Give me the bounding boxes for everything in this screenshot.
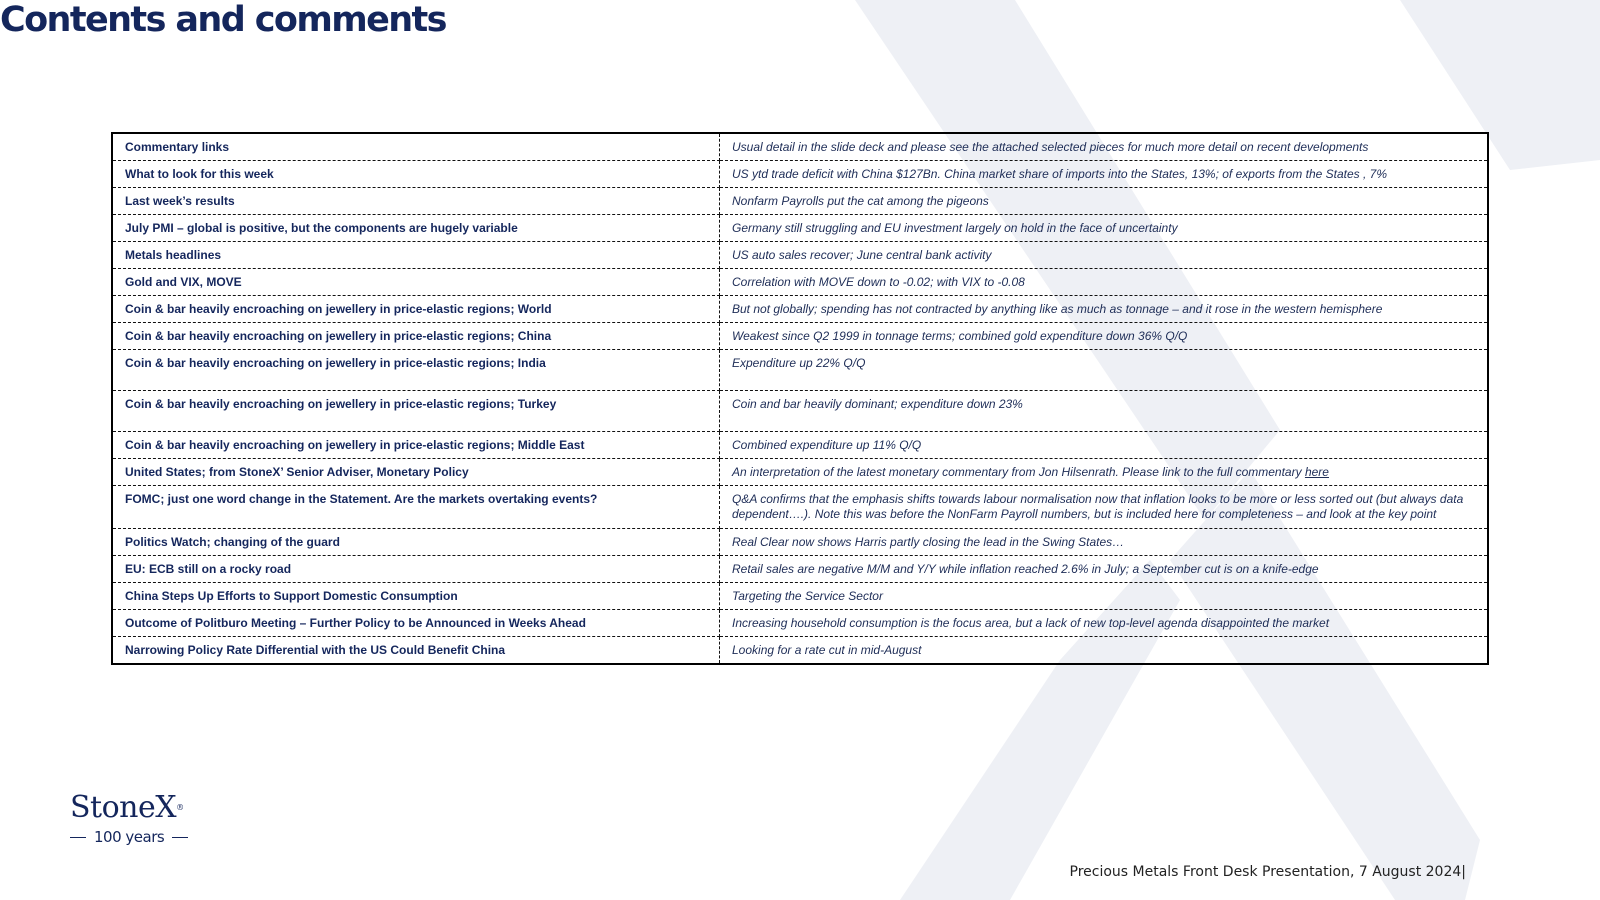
topic-cell: Last week’s results bbox=[112, 188, 720, 215]
table-row bbox=[112, 161, 1488, 188]
comment-cell bbox=[720, 161, 1489, 188]
comment-cell bbox=[720, 459, 1489, 486]
comment-text: Usual detail in the slide deck and please see the attached selected pieces for much more detail on recent developments bbox=[732, 140, 1369, 154]
comment-text: Nonfarm Payrolls put the cat among the pigeons bbox=[732, 194, 989, 208]
table-row bbox=[112, 269, 1488, 296]
topic-cell: What to look for this week bbox=[112, 161, 720, 188]
footer-text: Precious Metals Front Desk Presentation, 7 August 2024| bbox=[1069, 864, 1466, 880]
table-row bbox=[112, 391, 1488, 432]
comment-text: Retail sales are negative M/M and Y/Y while inflation reached 2.6% in July; a September cut is on a knife-edge bbox=[732, 562, 1319, 576]
table-row bbox=[112, 529, 1488, 556]
comment-text: Correlation with MOVE down to -0.02; with VIX to -0.08 bbox=[732, 275, 1025, 289]
comment-text: Combined expenditure up 11% Q/Q bbox=[732, 438, 922, 452]
table-row bbox=[112, 610, 1488, 637]
table-row bbox=[112, 637, 1488, 665]
topic-cell: July PMI – global is positive, but the components are hugely variable bbox=[112, 215, 720, 242]
table-row bbox=[112, 459, 1488, 486]
comment-cell bbox=[720, 269, 1489, 296]
comment-cell bbox=[720, 133, 1489, 161]
table-row bbox=[112, 556, 1488, 583]
comment-text: But not globally; spending has not contracted by anything like as much as tonnage – and it rose in the western hemisphere bbox=[732, 302, 1383, 316]
table-row bbox=[112, 215, 1488, 242]
logo-wordmark: StoneX® bbox=[70, 790, 184, 825]
comment-text: An interpretation of the latest monetary commentary from Jon Hilsenrath. Please link to the full commentary bbox=[732, 465, 1305, 479]
table-row bbox=[112, 583, 1488, 610]
topic-cell: Coin & bar heavily encroaching on jewellery in price-elastic regions; World bbox=[112, 296, 720, 323]
topic-cell: United States; from StoneX’ Senior Adviser, Monetary Policy bbox=[112, 459, 720, 486]
comment-cell bbox=[720, 486, 1489, 529]
topic-cell: Outcome of Politburo Meeting – Further Policy to be Announced in Weeks Ahead bbox=[112, 610, 720, 637]
comment-cell bbox=[720, 296, 1489, 323]
table-row bbox=[112, 188, 1488, 215]
contents-table bbox=[111, 132, 1489, 665]
comment-text: Coin and bar heavily dominant; expenditure down 23% bbox=[732, 397, 1023, 411]
commentary-link[interactable]: here bbox=[1304, 465, 1329, 479]
table-row bbox=[112, 242, 1488, 269]
comment-text: Germany still struggling and EU investment largely on hold in the face of uncertainty bbox=[732, 221, 1178, 235]
page-title: Contents and comments bbox=[0, 0, 446, 40]
table-row bbox=[112, 486, 1488, 529]
topic-cell: FOMC; just one word change in the Statement. Are the markets overtaking events? bbox=[112, 486, 720, 529]
comment-cell bbox=[720, 391, 1489, 432]
topic-cell: Politics Watch; changing of the guard bbox=[112, 529, 720, 556]
topic-cell: Gold and VIX, MOVE bbox=[112, 269, 720, 296]
table-row bbox=[112, 323, 1488, 350]
topic-cell: Coin & bar heavily encroaching on jewellery in price-elastic regions; India bbox=[112, 350, 720, 391]
comment-cell bbox=[720, 188, 1489, 215]
topic-cell: Coin & bar heavily encroaching on jewellery in price-elastic regions; China bbox=[112, 323, 720, 350]
comment-cell bbox=[720, 432, 1489, 459]
comment-text: Targeting the Service Sector bbox=[732, 589, 883, 603]
topic-cell: China Steps Up Efforts to Support Domestic Consumption bbox=[112, 583, 720, 610]
comment-text: Real Clear now shows Harris partly closing the lead in the Swing States… bbox=[732, 535, 1125, 549]
comment-cell bbox=[720, 215, 1489, 242]
topic-cell: Coin & bar heavily encroaching on jewellery in price-elastic regions; Middle East bbox=[112, 432, 720, 459]
comment-cell bbox=[720, 242, 1489, 269]
topic-cell: EU: ECB still on a rocky road bbox=[112, 556, 720, 583]
comment-cell bbox=[720, 323, 1489, 350]
logo-tagline: 100 years bbox=[70, 828, 188, 846]
table-row bbox=[112, 350, 1488, 391]
tagline-rule-left bbox=[70, 837, 86, 838]
comment-cell bbox=[720, 610, 1489, 637]
comment-cell bbox=[720, 637, 1489, 665]
table-row bbox=[112, 296, 1488, 323]
comment-text: Increasing household consumption is the focus area, but a lack of new top-level agenda disappointed the market bbox=[732, 616, 1330, 630]
stonex-logo bbox=[70, 792, 188, 846]
topic-cell: Narrowing Policy Rate Differential with the US Could Benefit China bbox=[112, 637, 720, 665]
tagline-rule-right bbox=[172, 837, 188, 838]
comment-text: US ytd trade deficit with China $127Bn. China market share of imports into the States, 13%; of exports from the States , 7% bbox=[732, 167, 1387, 181]
comment-cell bbox=[720, 350, 1489, 391]
table-row bbox=[112, 133, 1488, 161]
topic-cell: Commentary links bbox=[112, 133, 720, 161]
comment-text: Weakest since Q2 1999 in tonnage terms; combined gold expenditure down 36% Q/Q bbox=[732, 329, 1188, 343]
comment-cell bbox=[720, 556, 1489, 583]
comment-text: Q&A confirms that the emphasis shifts towards labour normalisation now that inflation looks to be more or less sorted out (but always data dependent….). Note this was before the NonFarm Payroll numbers, but is included here for completeness – and look at the key point bbox=[732, 492, 1464, 521]
topic-cell: Coin & bar heavily encroaching on jewellery in price-elastic regions; Turkey bbox=[112, 391, 720, 432]
topic-cell: Metals headlines bbox=[112, 242, 720, 269]
comment-text: US auto sales recover; June central bank activity bbox=[732, 248, 992, 262]
comment-cell bbox=[720, 529, 1489, 556]
comment-text: Expenditure up 22% Q/Q bbox=[732, 356, 866, 370]
comment-cell bbox=[720, 583, 1489, 610]
comment-text: Looking for a rate cut in mid-August bbox=[732, 643, 922, 657]
table-row bbox=[112, 432, 1488, 459]
